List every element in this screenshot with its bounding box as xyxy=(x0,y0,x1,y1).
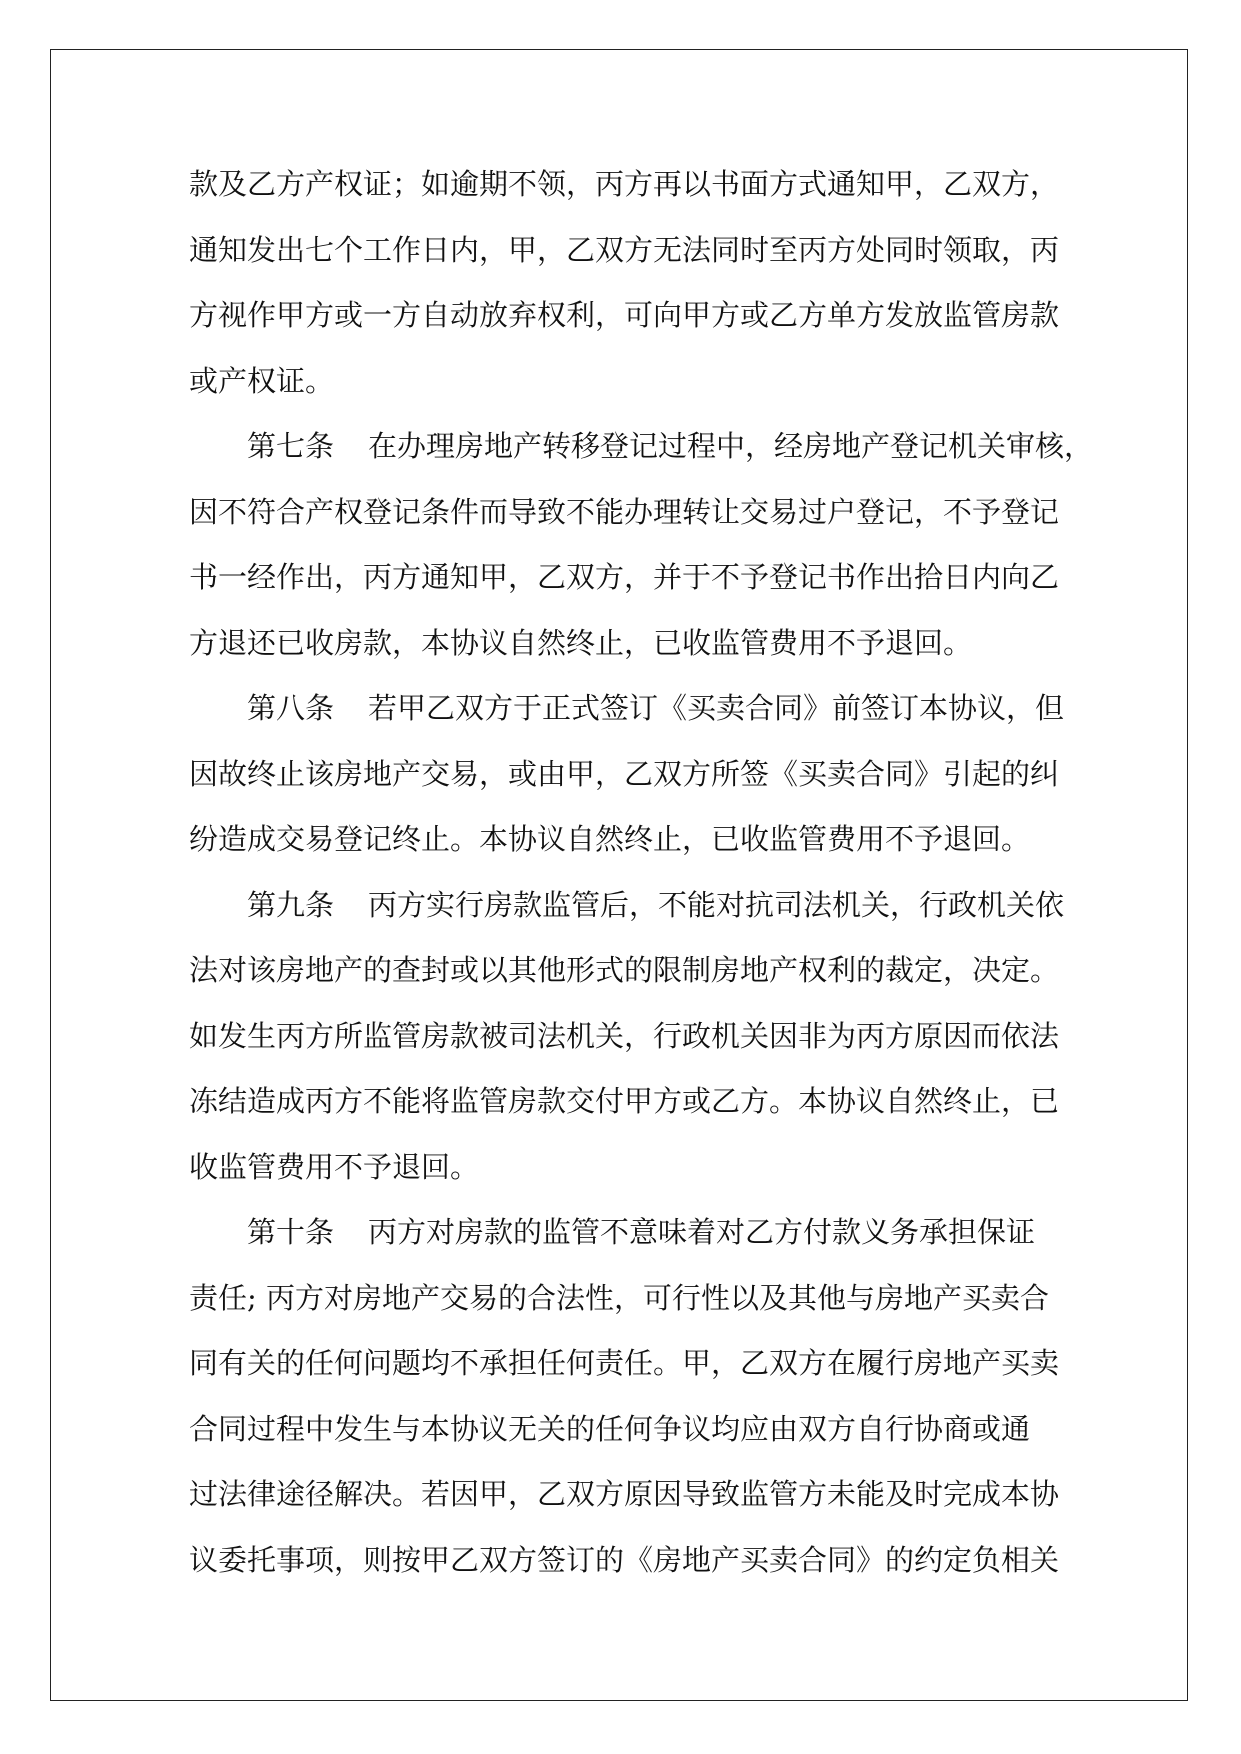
document-body xyxy=(189,152,1094,1593)
text-line: 款及乙方产权证；如逾期不领，丙方再以书面方式通知甲，乙双方， xyxy=(189,167,1060,201)
text-line: 收监管费用不予退回。 xyxy=(189,1149,480,1184)
text-line: 通知发出七个工作日内，甲，乙双方无法同时至丙方处同时领取，丙 xyxy=(189,232,1060,267)
text-line: 过法律途径解决。若因甲，乙双方原因导致监管方未能及时完成本协 xyxy=(189,1477,1060,1511)
text-line: 责任; 丙方对房地产交易的合法性，可行性以及其他与房地产买卖合 xyxy=(189,1280,1049,1315)
article-7-heading: 第七条 xyxy=(247,429,335,463)
article-10-text: 丙方对房款的监管不意味着对乙方付款义务承担保证 xyxy=(368,1215,1036,1249)
text-line: 如发生丙方所监管房款被司法机关，行政机关因非为丙方原因而依法 xyxy=(189,1018,1060,1053)
text-line: 因故终止该房地产交易，或由甲，乙双方所签《买卖合同》引起的纠 xyxy=(189,756,1060,791)
article-7-text: 在办理房地产转移登记过程中，经房地产登记机关审核， xyxy=(368,429,1094,463)
text-line: 方退还已收房款，本协议自然终止，已收监管费用不予退回。 xyxy=(189,625,973,660)
text-line: 同有关的任何问题均不承担任何责任。甲，乙双方在履行房地产买卖 xyxy=(189,1346,1060,1380)
article-8-first-line xyxy=(189,676,1069,742)
article-9-heading: 第九条 xyxy=(247,887,335,922)
article-10-first-line xyxy=(189,1200,1069,1266)
text-line: 合同过程中发生与本协议无关的任何争议均应由双方自行协商或通 xyxy=(189,1411,1031,1446)
article-9-text: 丙方实行房款监管后，不能对抗司法机关，行政机关依 xyxy=(368,887,1065,922)
text-line: 冻结造成丙方不能将监管房款交付甲方或乙方。本协议自然终止，已 xyxy=(189,1084,1060,1118)
article-10-heading: 第十条 xyxy=(247,1215,335,1249)
text-line: 因不符合产权登记条件而导致不能办理转让交易过户登记，不予登记 xyxy=(189,494,1060,529)
article-8-heading: 第八条 xyxy=(247,691,335,725)
text-line: 方视作甲方或一方自动放弃权利，可向甲方或乙方单方发放监管房款 xyxy=(189,298,1060,332)
text-line: 议委托事项，则按甲乙双方签订的《房地产买卖合同》的约定负相关 xyxy=(189,1542,1060,1577)
text-line: 纷造成交易登记终止。本协议自然终止，已收监管费用不予退回。 xyxy=(189,822,1031,856)
article-9-first-line xyxy=(189,873,1069,939)
text-line: 书一经作出，丙方通知甲，乙双方，并于不予登记书作出拾日内向乙 xyxy=(189,560,1060,594)
article-8-text: 若甲乙双方于正式签订《买卖合同》前签订本协议，但 xyxy=(368,691,1065,725)
text-line: 或产权证。 xyxy=(189,363,335,398)
article-7-first-line xyxy=(189,414,1094,480)
text-line: 法对该房地产的查封或以其他形式的限制房地产权利的裁定，决定。 xyxy=(189,953,1060,987)
